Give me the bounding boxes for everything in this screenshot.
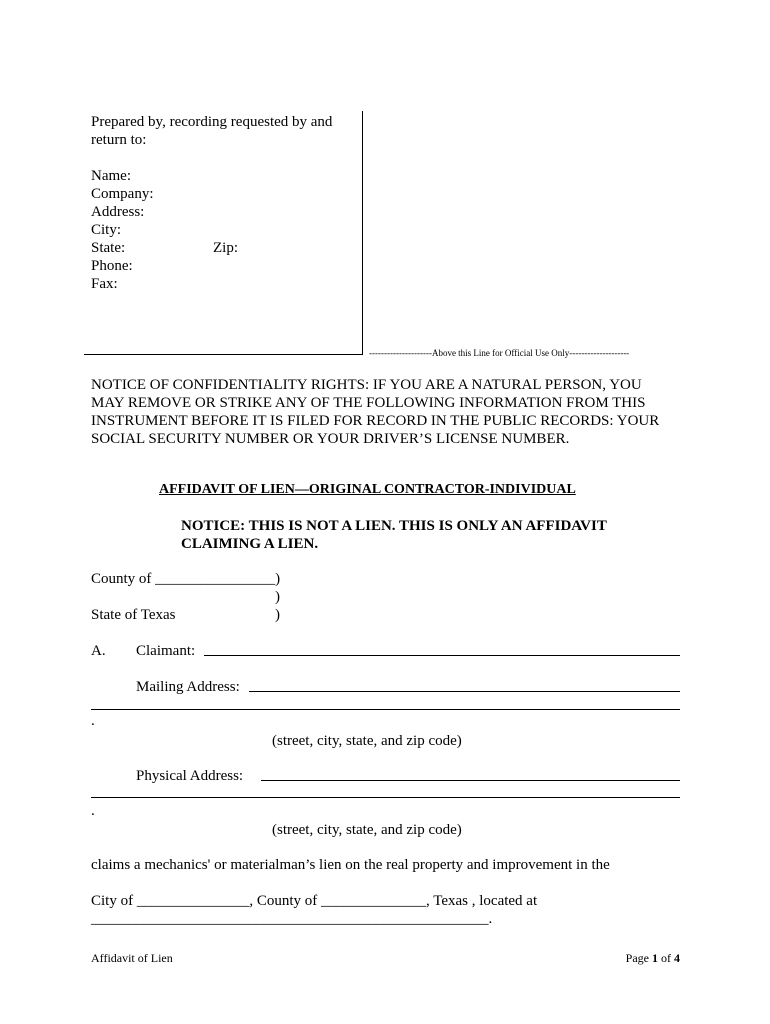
- mailing-address-label: Mailing Address:: [136, 679, 240, 695]
- official-use-line: ---------------------Above this Line for Official Use Only--------------------: [369, 348, 630, 358]
- confidentiality-line1: NOTICE OF CONFIDENTIALITY RIGHTS: IF YOU ARE A NATURAL PERSON, YOU: [91, 377, 642, 393]
- page-word: Page: [625, 951, 649, 965]
- zip-label: Zip:: [213, 240, 238, 256]
- notice-line2: CLAIMING A LIEN.: [181, 536, 319, 552]
- header-box-bottom-rule: [84, 354, 363, 355]
- state-label: State:: [91, 240, 126, 256]
- physical-address-blank[interactable]: [261, 780, 680, 781]
- page-total: 4: [674, 951, 680, 965]
- mailing-period: .: [91, 713, 95, 729]
- address-label: Address:: [91, 204, 145, 220]
- city-county-line: City of _______________, County of ______________, Texas , located at: [91, 893, 538, 909]
- mailing-address-blank[interactable]: [249, 691, 680, 692]
- physical-address-label: Physical Address:: [136, 768, 244, 784]
- venue-paren-mid: ): [275, 589, 280, 605]
- notice-line1: NOTICE: THIS IS NOT A LIEN. THIS IS ONLY AN AFFIDAVIT: [181, 518, 607, 534]
- confidentiality-line3: INSTRUMENT BEFORE IT IS FILED FOR RECORD IN THE PUBLIC RECORDS: YOUR: [91, 413, 660, 429]
- fax-label: Fax:: [91, 276, 118, 292]
- claimant-blank[interactable]: [204, 655, 680, 656]
- physical-period: .: [91, 803, 95, 819]
- phone-label: Phone:: [91, 258, 133, 274]
- physical-street-hint: (street, city, state, and zip code): [272, 822, 462, 838]
- prepared-by-line1: Prepared by, recording requested by and: [91, 114, 333, 130]
- located-at-line: _____________________________________________________.: [91, 911, 493, 927]
- company-label: Company:: [91, 186, 154, 202]
- document-title: AFFIDAVIT OF LIEN—ORIGINAL CONTRACTOR-INDIVIDUAL: [159, 482, 576, 497]
- county-venue: County of ________________): [91, 571, 281, 587]
- footer-title: Affidavit of Lien: [91, 951, 173, 965]
- header-box-divider: [362, 111, 363, 355]
- venue-paren-end: ): [275, 607, 280, 623]
- name-label: Name:: [91, 168, 131, 184]
- page-number: [626, 949, 680, 967]
- confidentiality-line2: MAY REMOVE OR STRIKE ANY OF THE FOLLOWING INFORMATION FROM THIS: [91, 395, 646, 411]
- of-word: of: [661, 951, 671, 965]
- claims-lien-text: claims a mechanics' or materialman’s lien on the real property and improvement in the: [91, 857, 610, 873]
- claimant-label: Claimant:: [136, 643, 196, 659]
- city-label: City:: [91, 222, 122, 238]
- physical-address-blank-2[interactable]: [91, 797, 680, 798]
- state-venue: State of Texas: [91, 607, 176, 623]
- section-a-letter: A.: [91, 643, 106, 659]
- prepared-by-line2: return to:: [91, 132, 147, 148]
- mailing-address-blank-2[interactable]: [91, 709, 680, 710]
- confidentiality-line4: SOCIAL SECURITY NUMBER OR YOUR DRIVER’S LICENSE NUMBER.: [91, 431, 570, 447]
- page-current: 1: [652, 951, 658, 965]
- mailing-street-hint: (street, city, state, and zip code): [272, 733, 462, 749]
